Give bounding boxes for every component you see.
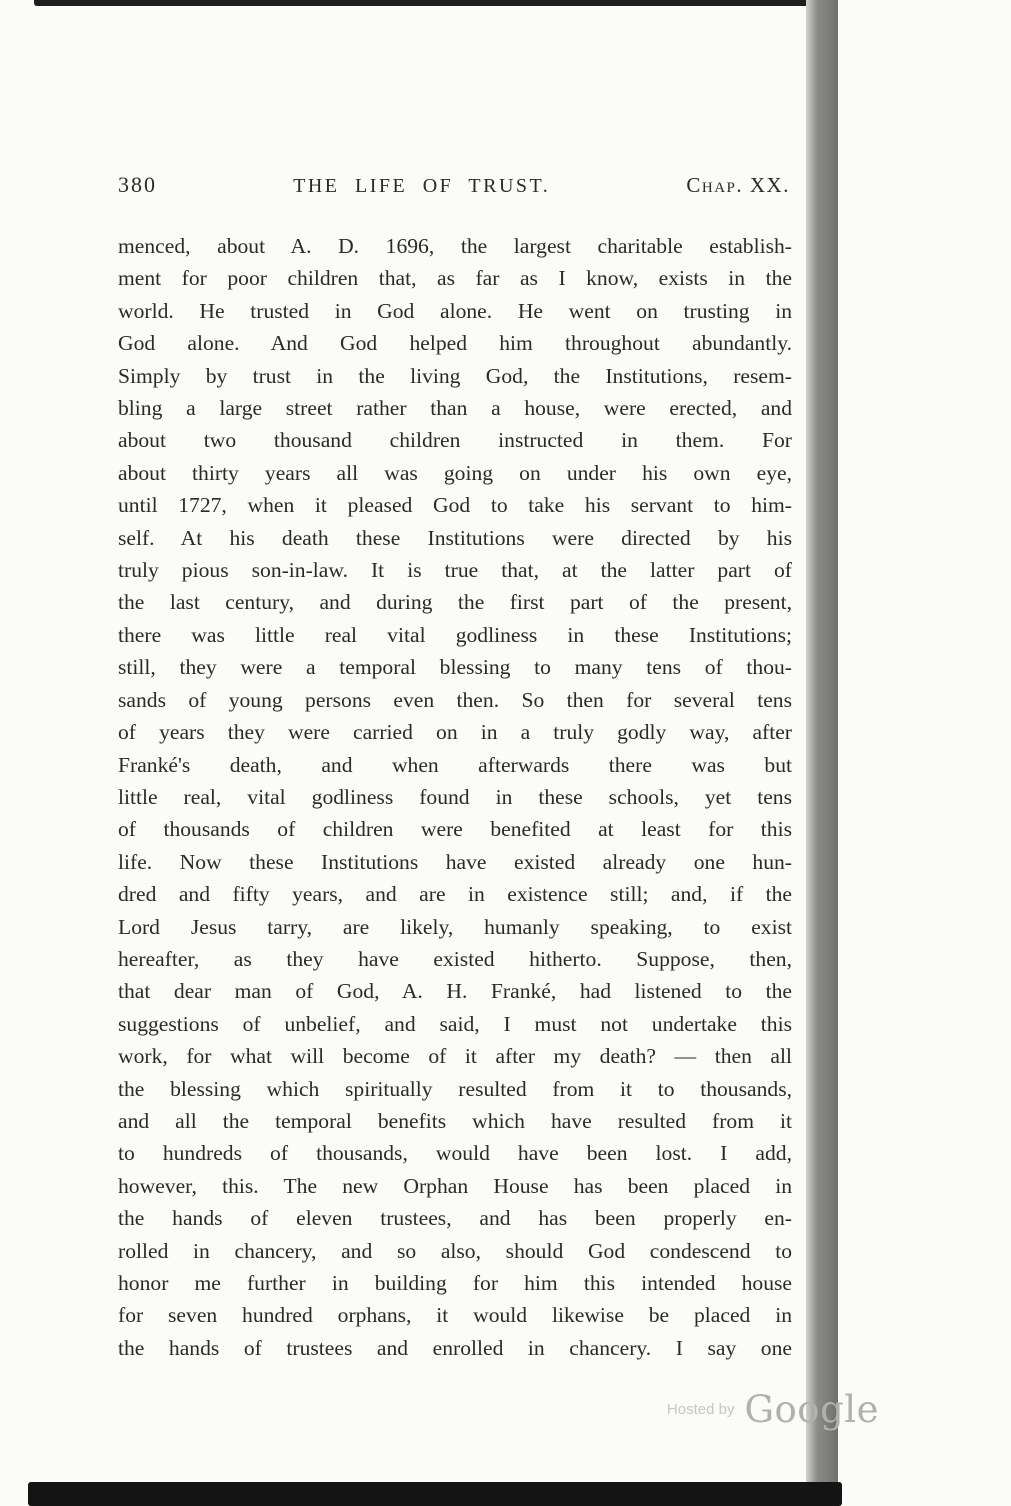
- text-line: about two thousand children instructed in them. For: [118, 428, 792, 453]
- scan-artifact-right-shadow: [806, 0, 838, 1506]
- text-line: work, for what will become of it after my death? — then all: [118, 1044, 792, 1069]
- text-line: little real, vital godliness found in these schools, yet tens: [118, 784, 792, 809]
- text-line: ment for poor children that, as far as I know, exists in the: [118, 266, 792, 291]
- text-line: the blessing which spiritually resulted from it to thousands,: [118, 1076, 792, 1101]
- text-line: honor me further in building for him this intended house: [118, 1271, 792, 1295]
- text-line: sands of young persons even then. So then for several tens: [118, 687, 792, 712]
- text-line: Franké's death, and when afterwards there was but: [118, 752, 792, 777]
- text-line: about thirty years all was going on under his own eye,: [118, 460, 792, 485]
- text-line: still, they were a temporal blessing to many tens of thou-: [118, 655, 792, 680]
- body-text: [118, 230, 792, 1364]
- google-watermark: [667, 1388, 879, 1431]
- text-line: the last century, and during the first part of the present,: [118, 590, 792, 615]
- text-line: bling a large street rather than a house, were erected, and: [118, 396, 792, 421]
- text-line: self. At his death these Institutions were directed by his: [118, 525, 792, 550]
- text-line: and all the temporal benefits which have resulted from it: [118, 1108, 792, 1133]
- text-line: of thousands of children were benefited at least for this: [118, 817, 792, 842]
- text-line: that dear man of God, A. H. Franké, had listened to the: [118, 979, 792, 1004]
- text-line: truly pious son-in-law. It is true that, at the latter part of: [118, 558, 792, 583]
- text-line: of years they were carried on in a truly godly way, after: [118, 720, 792, 745]
- text-line: Lord Jesus tarry, are likely, humanly speaking, to exist: [118, 914, 792, 939]
- hosted-by-label: Hosted by: [666, 1401, 735, 1418]
- text-line: the hands of trustees and enrolled in chancery. I say one: [118, 1335, 792, 1360]
- text-line: rolled in chancery, and so also, should God condescend to: [118, 1238, 792, 1263]
- text-line: God alone. And God helped him throughout abundantly.: [118, 331, 792, 356]
- text-line: the hands of eleven trustees, and has been properly en-: [118, 1206, 792, 1231]
- page-header: [118, 172, 790, 198]
- chapter-heading: Chap. XX.: [686, 173, 790, 197]
- text-line: to hundreds of thousands, would have been lost. I add,: [118, 1141, 792, 1166]
- text-line: for seven hundred orphans, it would likewise be placed in: [118, 1303, 792, 1328]
- text-line: Simply by trust in the living God, the Institutions, resem-: [118, 363, 792, 388]
- scan-artifact-bottom-edge: [28, 1482, 842, 1506]
- text-line: world. He trusted in God alone. He went on trusting in: [118, 298, 792, 323]
- text-line: however, this. The new Orphan House has been placed in: [118, 1173, 792, 1198]
- text-line: dred and fifty years, and are in existence still; and, if the: [118, 882, 792, 907]
- text-line: suggestions of unbelief, and said, I must not undertake this: [118, 1011, 792, 1036]
- text-line: hereafter, as they have existed hitherto. Suppose, then,: [118, 946, 792, 971]
- running-title: THE LIFE OF TRUST.: [293, 175, 551, 197]
- scan-artifact-top-edge: [34, 0, 836, 6]
- text-line: life. Now these Institutions have existed already one hun-: [118, 849, 792, 874]
- text-line: menced, about A. D. 1696, the largest charitable establish-: [118, 234, 792, 258]
- google-logo: Google: [744, 1388, 879, 1431]
- text-line: until 1727, when it pleased God to take his servant to him-: [118, 493, 792, 518]
- page-number: 380: [118, 172, 157, 197]
- text-line: there was little real vital godliness in these Institutions;: [118, 622, 792, 647]
